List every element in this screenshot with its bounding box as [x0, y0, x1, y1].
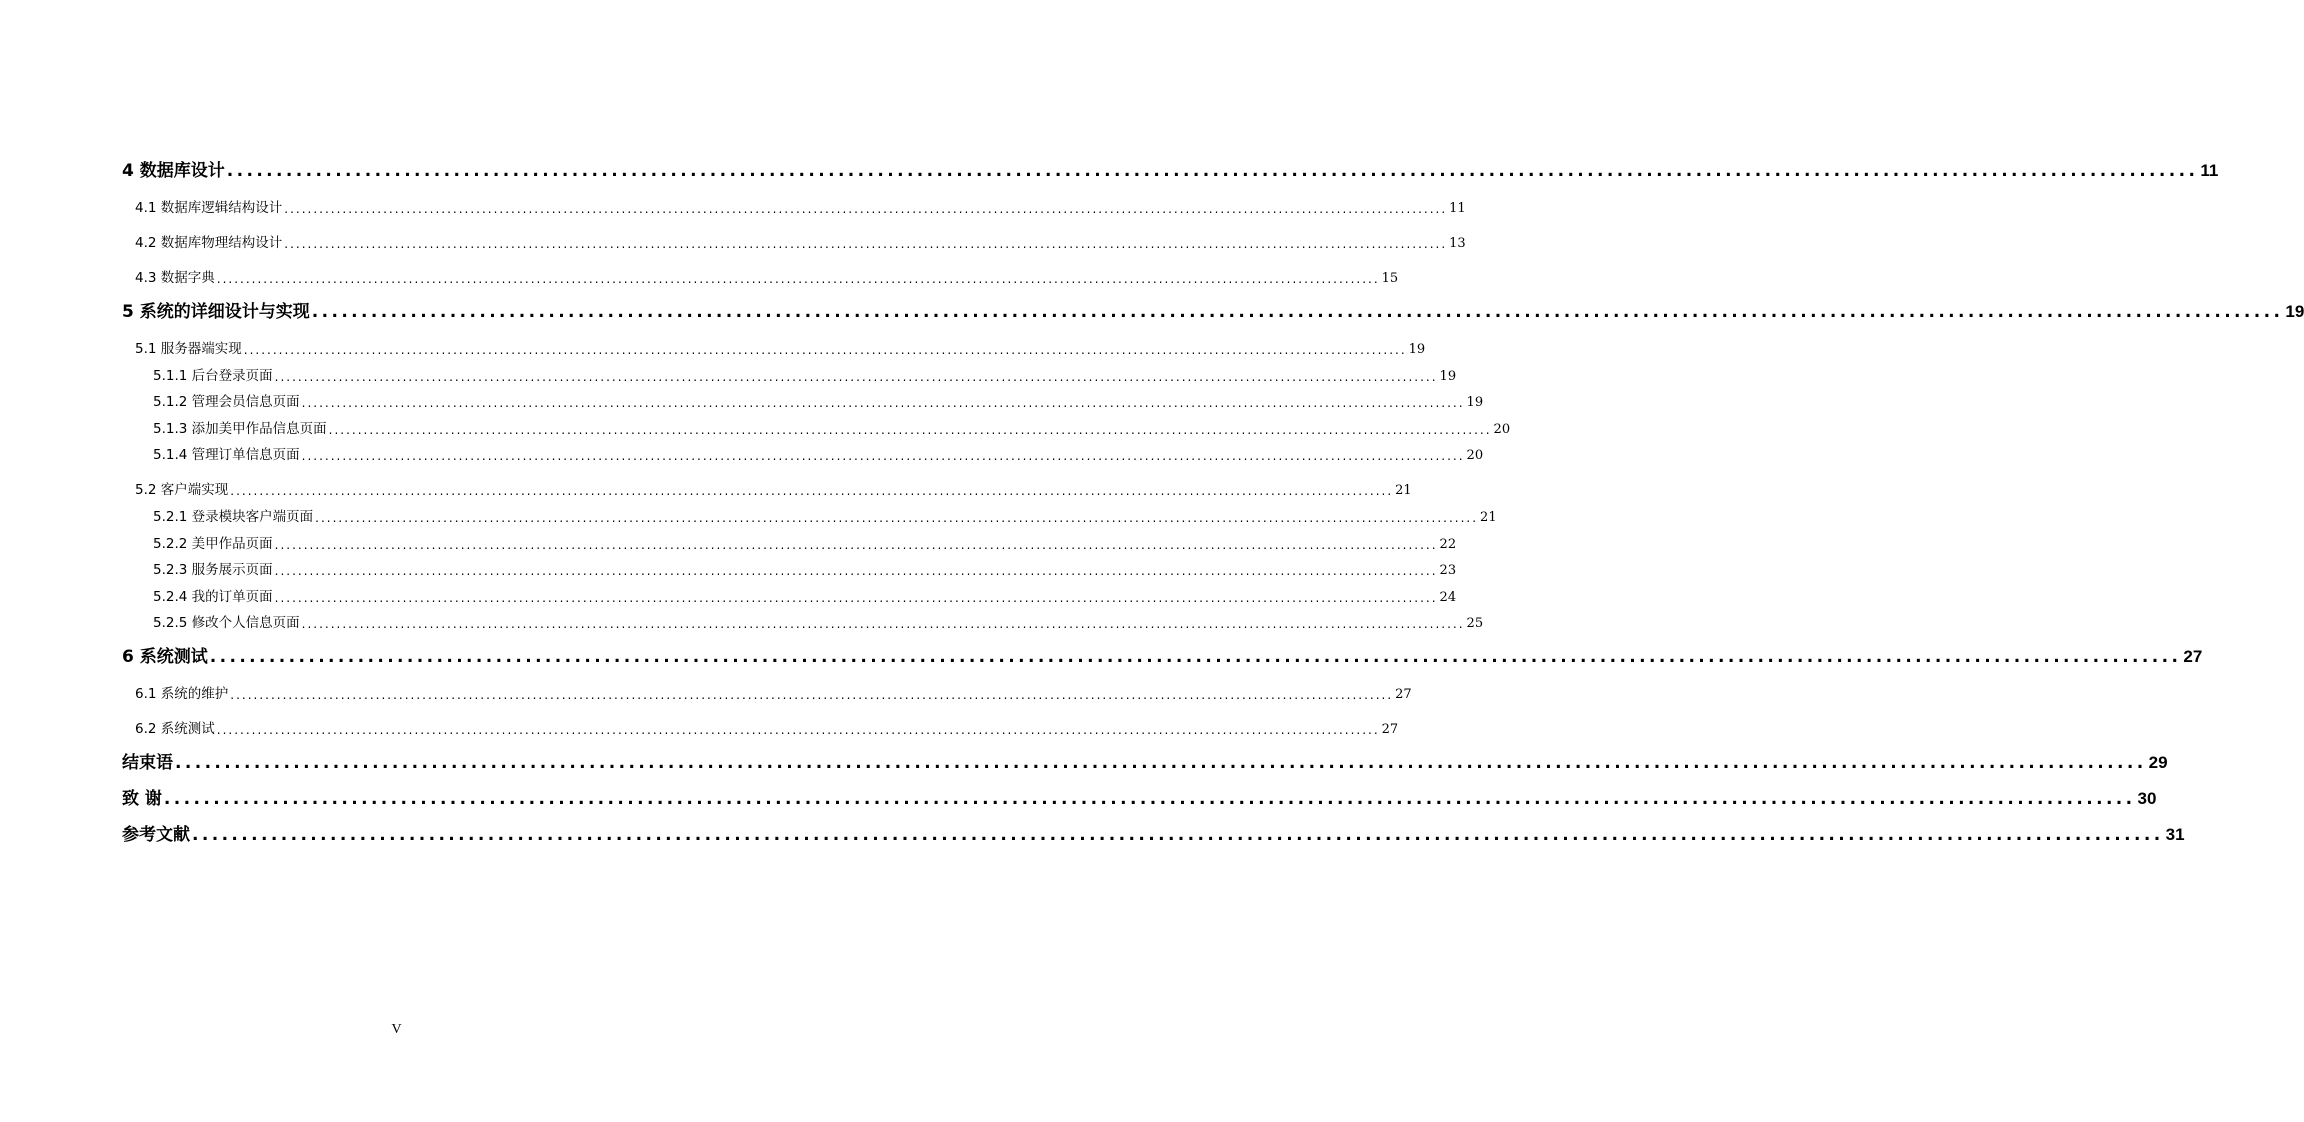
toc-entry-page: 19: [1439, 368, 1457, 384]
toc-leader-dots: ........................................................................................................................................................................................................: [274, 564, 1438, 579]
toc-entry-page: 27: [1395, 687, 1412, 703]
toc-entry[interactable]: [122, 357, 1457, 384]
toc-leader-dots: ........................................................................................................................................................................................................: [243, 343, 1407, 357]
toc-entry-label: 参考文献: [122, 825, 190, 846]
toc-leader-dots: ........................................................................................................................................................................................................: [216, 272, 1380, 286]
toc-leader-dots: ........................................................................................................................................................................................................: [274, 537, 1438, 552]
toc-entry[interactable]: [122, 498, 1497, 525]
toc-leader-dots: ........................................................................................................................................................................................................: [274, 590, 1438, 605]
toc-entry-page: 27: [1381, 722, 1399, 738]
toc-entry[interactable]: [122, 525, 1457, 552]
toc-entry-page: 19: [1466, 395, 1484, 411]
toc-entry-label: 5 系统的详细设计与实现: [122, 302, 310, 322]
toc-entry-page: 29: [2148, 753, 2168, 773]
toc-entry-label: 6.2 系统测试: [135, 721, 215, 738]
toc-leader-dots: ........................................................................................................................................................................................................: [274, 369, 1438, 384]
toc-entry[interactable]: [122, 286, 2304, 322]
table-of-contents: [122, 145, 2304, 846]
toc-entry[interactable]: [122, 552, 1457, 579]
toc-entry-label: 4 数据库设计: [122, 161, 225, 181]
toc-entry-page: 11: [1449, 201, 1466, 216]
toc-entry-page: 11: [2200, 161, 2219, 180]
toc-entry-label: 5.2.4 我的订单页面: [153, 588, 273, 605]
toc-entry[interactable]: [122, 809, 2185, 846]
toc-entry[interactable]: [122, 216, 1466, 251]
toc-entry-label: 5.1.4 管理订单信息页面: [153, 447, 300, 464]
toc-leader-dots: ........................................................................................................................................................................................................: [230, 484, 1394, 499]
toc-leader-dots: ........................................................................................................................................................................................................: [328, 422, 1492, 437]
toc-entry-page: 20: [1493, 421, 1511, 437]
toc-leader-dots: ........................................................................................................................................................................................................: [301, 396, 1465, 411]
toc-entry-page: 24: [1439, 589, 1457, 605]
toc-entry[interactable]: [122, 773, 2157, 810]
toc-leader-dots: ........................................................................................................................................................................................................: [209, 647, 2182, 668]
toc-entry-label: 4.2 数据库物理结构设计: [135, 235, 283, 251]
toc-entry-label: 5.1.3 添加美甲作品信息页面: [153, 420, 327, 437]
toc-entry[interactable]: [122, 605, 1484, 632]
toc-entry-page: 25: [1466, 616, 1484, 632]
toc-entry-label: 5.2.5 修改个人信息页面: [153, 615, 300, 632]
toc-entry-label: 结束语: [122, 753, 173, 774]
toc-leader-dots: ........................................................................................................................................................................................................: [216, 723, 1380, 738]
toc-leader-dots: ........................................................................................................................................................................................................: [192, 825, 2164, 846]
toc-leader-dots: ........................................................................................................................................................................................................: [301, 449, 1465, 464]
toc-entry[interactable]: [122, 181, 1466, 216]
toc-leader-dots: ........................................................................................................................................................................................................: [163, 789, 2136, 810]
toc-entry-page: 19: [2285, 302, 2304, 321]
toc-entry-page: 20: [1466, 448, 1484, 464]
toc-entry-page: 21: [1395, 483, 1412, 499]
toc-entry-page: 30: [2137, 789, 2157, 809]
toc-entry-label: 5.2.1 登录模块客户端页面: [153, 508, 314, 525]
toc-entry[interactable]: [122, 702, 1399, 738]
toc-entry-page: 31: [2165, 825, 2185, 845]
toc-entry[interactable]: [122, 437, 1484, 464]
toc-entry[interactable]: [122, 251, 1399, 286]
toc-entry[interactable]: [122, 463, 1412, 499]
toc-entry-label: 6 系统测试: [122, 647, 208, 668]
toc-entry-label: 致 谢: [122, 789, 162, 810]
toc-entry-label: 5.2.2 美甲作品页面: [153, 535, 273, 552]
toc-entry[interactable]: [122, 737, 2168, 774]
toc-leader-dots: ........................................................................................................................................................................................................: [284, 202, 1448, 216]
toc-entry-page: 21: [1480, 509, 1497, 525]
toc-entry-label: 6.1 系统的维护: [135, 686, 229, 703]
toc-entry[interactable]: [122, 322, 1426, 357]
toc-entry-page: 23: [1439, 563, 1457, 579]
toc-entry[interactable]: [122, 667, 1412, 703]
toc-entry-label: 4.3 数据字典: [135, 270, 215, 286]
toc-leader-dots: ........................................................................................................................................................................................................: [315, 510, 1479, 525]
toc-entry-label: 5.2.3 服务展示页面: [153, 562, 273, 579]
toc-entry-label: 5.1.1 后台登录页面: [153, 367, 273, 384]
toc-entry-label: 5.1 服务器端实现: [135, 341, 242, 357]
toc-entry-page: 19: [1408, 342, 1426, 357]
toc-entry-label: 5.1.2 管理会员信息页面: [153, 394, 300, 411]
toc-leader-dots: ........................................................................................................................................................................................................: [301, 617, 1465, 632]
toc-entry[interactable]: [122, 145, 2219, 181]
toc-entry[interactable]: [122, 384, 1484, 411]
toc-entry[interactable]: [122, 631, 2203, 668]
toc-entry-label: 4.1 数据库逻辑结构设计: [135, 200, 283, 216]
toc-leader-dots: ........................................................................................................................................................................................................: [226, 161, 2199, 181]
toc-leader-dots: ........................................................................................................................................................................................................: [284, 237, 1448, 251]
page-number: V: [391, 1022, 402, 1037]
toc-entry[interactable]: [122, 578, 1457, 605]
toc-leader-dots: ........................................................................................................................................................................................................: [175, 753, 2147, 774]
toc-leader-dots: ........................................................................................................................................................................................................: [230, 688, 1394, 703]
toc-entry[interactable]: [122, 410, 1511, 437]
toc-leader-dots: ........................................................................................................................................................................................................: [311, 302, 2284, 322]
toc-entry-page: 13: [1449, 236, 1466, 251]
toc-entry-page: 15: [1381, 271, 1399, 286]
toc-entry-label: 5.2 客户端实现: [135, 482, 229, 499]
toc-entry-page: 22: [1439, 536, 1457, 552]
toc-entry-page: 27: [2183, 647, 2203, 667]
